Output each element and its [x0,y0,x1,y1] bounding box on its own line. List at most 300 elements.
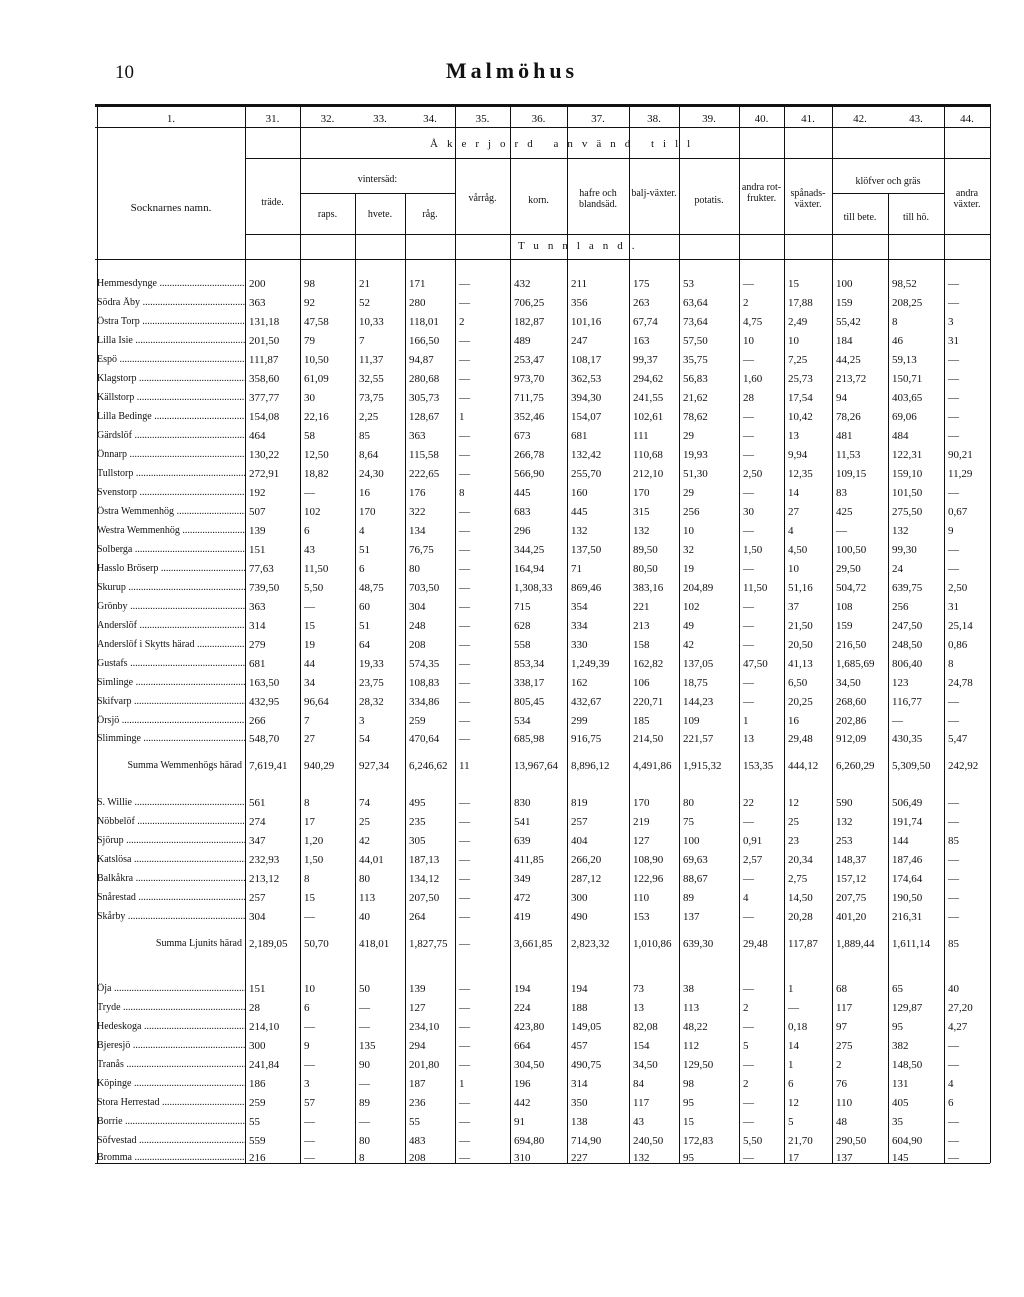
table-cell: 16 [359,487,370,499]
table-cell: — [743,278,754,290]
column-number: 31. [265,113,280,125]
table-row [0,449,1024,468]
table-cell: 259 [409,715,426,727]
table-cell: 145 [892,1152,909,1164]
table-cell: 110,68 [633,449,663,461]
table-cell: 604,90 [892,1135,923,1147]
table-row [0,715,1024,734]
table-cell: 117 [836,1002,853,1014]
table-cell: 483 [409,1135,426,1147]
table-cell: 132 [633,525,650,537]
table-cell: 1,685,69 [836,658,875,670]
table-cell: 445 [571,506,588,518]
table-cell: 101,50 [892,487,923,499]
table-cell: 394,30 [571,392,602,404]
parish-name: Solberga ..... [97,544,245,555]
table-cell: 194 [514,983,531,995]
table-cell: 51 [359,544,370,556]
parish-name: Södra Åby ..... [97,297,245,308]
table-cell: 7,619,41 [249,760,288,772]
rag-header: råg. [422,209,438,220]
table-row [0,278,1024,297]
table-cell: 444,12 [788,760,819,772]
table-cell: 7,25 [788,354,808,366]
table-cell: 18,75 [683,677,708,689]
table-cell: — [459,354,470,366]
table-cell: 110 [633,892,650,904]
table-cell: — [743,411,754,423]
table-cell: 4,50 [788,544,808,556]
table-cell: 334 [571,620,588,632]
table-cell: 184 [836,335,853,347]
table-cell: 322 [409,506,426,518]
table-cell: 280 [409,297,426,309]
table-cell: 694,80 [514,1135,545,1147]
table-cell: 739,50 [249,582,280,594]
table-cell: 706,25 [514,297,545,309]
table-cell: 78,26 [836,411,861,423]
table-cell: 154,08 [249,411,280,423]
table-cell: 664 [514,1040,531,1052]
table-cell: 132,42 [571,449,602,461]
table-cell: 90,21 [948,449,973,461]
table-cell: 132 [571,525,588,537]
table-cell: 106 [633,677,650,689]
table-cell: — [359,1021,370,1033]
table-cell: 89 [359,1097,370,1109]
table-row [0,1002,1024,1021]
table-cell: 1,827,75 [409,938,448,950]
table-cell: 84 [633,1078,644,1090]
table-cell: 80 [359,873,370,885]
table-cell: 208,25 [892,297,923,309]
table-cell: — [459,696,470,708]
table-cell: 264 [409,911,426,923]
table-cell: 163 [633,335,650,347]
table-cell: 27,20 [948,1002,973,1014]
table-cell: — [743,563,754,575]
table-cell: — [743,1152,754,1164]
table-cell: 21 [359,278,370,290]
table-cell: 43 [633,1116,644,1128]
table-cell: — [459,335,470,347]
table-cell: 232,93 [249,854,280,866]
table-row [0,506,1024,525]
table-cell: 47,50 [743,658,768,670]
parish-name: Summa Ljunits härad [155,938,242,949]
table-row [0,411,1024,430]
table-cell: 158 [633,639,650,651]
table-cell: 350 [571,1097,588,1109]
table-cell: 157,12 [836,873,867,885]
table-cell: 247,50 [892,620,923,632]
parish-name: Slimminge ..... [97,733,245,744]
table-cell: 44 [304,658,315,670]
table-cell: 14,50 [788,892,813,904]
table-cell: 714,90 [571,1135,602,1147]
table-cell: 15 [304,892,315,904]
table-cell: 50 [359,983,370,995]
table-cell: 48,22 [683,1021,708,1033]
table-cell: 2,49 [788,316,808,328]
table-cell: 73 [633,983,644,995]
table-cell: 31 [948,601,959,613]
table-cell: 344,25 [514,544,545,556]
table-cell: 9 [304,1040,310,1052]
table-cell: 117 [633,1097,650,1109]
table-row [0,392,1024,411]
table-cell: 85 [359,430,370,442]
table-cell: 149,05 [571,1021,602,1033]
table-cell: 29 [683,487,694,499]
table-cell: 137,50 [571,544,602,556]
parish-name: Tryde ..... [97,1002,245,1013]
table-cell: 19,93 [683,449,708,461]
table-cell: — [948,892,959,904]
table-cell: — [948,297,959,309]
table-cell: — [948,373,959,385]
table-cell: 102 [304,506,321,518]
spanads-header: spånads-växter. [790,188,826,210]
table-cell: 50,70 [304,938,329,950]
table-cell: 111 [633,430,649,442]
table-cell: 853,34 [514,658,545,670]
table-cell: 118,01 [409,316,439,328]
table-cell: 275 [836,1040,853,1052]
table-cell: — [304,911,315,923]
table-cell: 490,75 [571,1059,602,1071]
table-cell: 108,83 [409,677,440,689]
table-cell: 20,28 [788,911,813,923]
table-cell: 80,50 [633,563,658,575]
table-cell: — [743,911,754,923]
parish-name: Hasslo Bröserp ..... [97,563,245,574]
table-cell: 10 [788,335,799,347]
table-cell: 916,75 [571,733,602,745]
table-cell: 305 [409,835,426,847]
table-cell: 12 [788,797,799,809]
table-cell: — [459,1021,470,1033]
table-cell: — [459,715,470,727]
table-cell: 30 [304,392,315,404]
parish-name: Bromma ..... [97,1152,245,1163]
table-cell: 34,50 [633,1059,658,1071]
parish-name: Westra Wemmenhög ..... [97,525,245,536]
table-cell: — [459,297,470,309]
table-cell: 423,80 [514,1021,545,1033]
table-cell: — [948,1040,959,1052]
table-cell: 5 [788,1116,794,1128]
table-cell: — [743,1059,754,1071]
table-cell: 347 [249,835,266,847]
table-cell: 11,50 [304,563,329,575]
table-cell: 202,86 [836,715,867,727]
table-cell: 132 [836,816,853,828]
table-cell: 1 [788,983,794,995]
table-cell: 204,89 [683,582,714,594]
table-cell: 25 [788,816,799,828]
parish-name: Östra Wemmenhög ..... [97,506,245,517]
table-cell: 558 [514,639,531,651]
table-row [0,620,1024,639]
table-cell: 191,74 [892,816,923,828]
table-cell: 95 [892,1021,903,1033]
table-cell: — [743,677,754,689]
table-cell: — [948,873,959,885]
table-cell: 77,63 [249,563,274,575]
table-cell: 548,70 [249,733,280,745]
table-cell: 16 [788,715,799,727]
parish-name: Grönby ..... [97,601,245,612]
column-number: 32. [320,113,335,125]
table-cell: 42 [359,835,370,847]
table-row [0,1021,1024,1040]
table-cell: 13 [743,733,754,745]
table-cell: 54 [359,733,370,745]
table-cell: 129,50 [683,1059,714,1071]
table-cell: — [948,354,959,366]
table-cell: — [459,816,470,828]
table-cell: 561 [249,797,266,809]
table-row [0,733,1024,752]
table-cell: — [948,430,959,442]
table-cell: 6 [359,563,365,575]
table-cell: 382 [892,1040,909,1052]
table-cell: 135 [359,1040,376,1052]
table-cell: 170 [359,506,376,518]
table-cell: 12 [788,1097,799,1109]
table-cell: 973,70 [514,373,545,385]
table-cell: — [459,506,470,518]
table-cell: 940,29 [304,760,335,772]
table-cell: 681 [571,430,588,442]
table-cell: 294 [409,1040,426,1052]
table-cell: 83 [836,487,847,499]
table-cell: 279 [249,639,266,651]
table-cell: 20,34 [788,854,813,866]
table-cell: 403,65 [892,392,923,404]
table-cell: 53 [683,278,694,290]
hvete-header: hvete. [367,209,393,220]
table-cell: 383,16 [633,582,664,594]
table-cell: 280,68 [409,373,440,385]
table-cell: 150,71 [892,373,923,385]
unit-header: Tunnland. [518,240,644,252]
table-cell: 22,16 [304,411,329,423]
table-cell: — [948,715,959,727]
column-number: 42. [853,113,867,125]
table-cell: 266 [249,715,266,727]
table-cell: — [459,563,470,575]
table-cell: 221,57 [683,733,714,745]
table-cell: 192 [249,487,266,499]
table-cell: 29 [683,430,694,442]
table-cell: — [743,487,754,499]
table-cell: 17,88 [788,297,813,309]
table-row [0,854,1024,873]
table-cell: 236 [409,1097,426,1109]
table-cell: 162,82 [633,658,664,670]
table-row [0,983,1024,1002]
table-cell: — [948,1135,959,1147]
table-cell: 201,50 [249,335,280,347]
table-cell: 0,86 [948,639,968,651]
table-cell: 67,74 [633,316,658,328]
table-cell: 100 [836,278,853,290]
table-cell: — [459,1135,470,1147]
table-cell: 52 [359,297,370,309]
parish-name: Skifvarp ..... [97,696,245,707]
table-cell: — [743,449,754,461]
table-cell: 25,73 [788,373,813,385]
table-cell: 241,84 [249,1059,280,1071]
table-cell: 187,46 [892,854,923,866]
table-cell: 65 [892,983,903,995]
table-cell: 29,48 [788,733,813,745]
table-cell: 304 [249,911,266,923]
table-cell: 685,98 [514,733,545,745]
table-cell: 464 [249,430,266,442]
table-cell: 24 [892,563,903,575]
table-cell: 14 [788,487,799,499]
table-cell: 102 [683,601,700,613]
table-cell: 495 [409,797,426,809]
table-row [0,1078,1024,1097]
table-cell: 17 [788,1152,799,1164]
parish-name: Anderslöf ..... [97,620,245,631]
table-cell: 27 [304,733,315,745]
table-cell: 75 [683,816,694,828]
table-cell: 263 [633,297,650,309]
colnum-rule [95,127,990,128]
table-cell: — [459,733,470,745]
table-cell: 234,10 [409,1021,440,1033]
table-row [0,373,1024,392]
table-cell: 57 [304,1097,315,1109]
table-cell: 138 [571,1116,588,1128]
table-cell: — [948,1116,959,1128]
table-cell: 673 [514,430,531,442]
table-cell: 4 [743,892,749,904]
table-cell: 216,31 [892,911,923,923]
column-number: 35. [475,113,490,125]
table-cell: 4 [788,525,794,537]
table-cell: 432 [514,278,531,290]
table-cell: 208 [409,1152,426,1164]
table-cell: 172,83 [683,1135,714,1147]
table-cell: 85 [948,835,959,847]
parish-name: Espö ..... [97,354,245,365]
table-cell: 0,18 [788,1021,808,1033]
table-cell: — [304,601,315,613]
table-cell: 5 [743,1040,749,1052]
parish-name: Stora Herrestad ..... [97,1097,245,1108]
parish-name: Summa Wemmenhögs härad [127,760,242,771]
table-cell: 211 [571,278,588,290]
table-cell: 94,87 [409,354,434,366]
raps-header: raps. [317,209,338,220]
table-cell: — [743,983,754,995]
table-cell: 151 [249,544,266,556]
table-cell: 240,50 [633,1135,664,1147]
table-row [0,835,1024,854]
table-row [0,696,1024,715]
table-row [0,297,1024,316]
table-cell: 290,50 [836,1135,867,1147]
table-cell: 89,50 [633,544,658,556]
table-cell: 47,58 [304,316,329,328]
table-cell: — [459,797,470,809]
table-cell: 29,48 [743,938,768,950]
table-cell: — [304,1021,315,1033]
table-cell: 127 [409,1002,426,1014]
parish-name: Skurup ..... [97,582,245,593]
table-cell: 216,50 [836,639,867,651]
table-cell: 0,91 [743,835,763,847]
table-cell: 442 [514,1097,531,1109]
table-cell: 60 [359,601,370,613]
table-cell: 108,90 [633,854,664,866]
table-cell: — [359,1116,370,1128]
table-cell: 8,896,12 [571,760,610,772]
table-cell: 507 [249,506,266,518]
table-cell: — [459,854,470,866]
table-cell: 69,06 [892,411,917,423]
table-cell: 22 [743,797,754,809]
table-cell: 82,08 [633,1021,658,1033]
table-cell: 5,50 [743,1135,763,1147]
table-cell: 9,94 [788,449,808,461]
table-cell: 186 [249,1078,266,1090]
table-cell: 24,78 [948,677,973,689]
table-cell: 110 [836,1097,853,1109]
column-number: 40. [754,113,769,125]
table-cell: — [948,563,959,575]
table-cell: 96,64 [304,696,329,708]
table-cell: — [304,1135,315,1147]
table-cell: 805,45 [514,696,545,708]
table-cell: 10 [683,525,694,537]
table-cell: 213,72 [836,373,867,385]
table-cell: 55,42 [836,316,861,328]
parish-name: Klagstorp ..... [97,373,245,384]
socknarnes-namn-header: Socknarnes namn. [130,202,212,214]
table-cell: 216 [249,1152,266,1164]
table-cell: 425 [836,506,853,518]
table-cell: 13 [633,1002,644,1014]
table-cell: 8 [948,658,954,670]
table-cell: 78,62 [683,411,708,423]
table-cell: — [359,1002,370,1014]
table-cell: 363 [409,430,426,442]
table-cell: 44,01 [359,854,384,866]
table-cell: 28 [249,1002,260,1014]
table-cell: 266,20 [571,854,602,866]
table-cell: 40 [359,911,370,923]
parish-name: S. Willie ..... [97,797,245,808]
table-cell: 214,10 [249,1021,280,1033]
table-cell: 131 [892,1078,909,1090]
table-cell: 15 [304,620,315,632]
table-cell: 305,73 [409,392,440,404]
table-cell: 404 [571,835,588,847]
table-cell: 38 [683,983,694,995]
table-cell: 200 [249,278,266,290]
table-cell: — [743,354,754,366]
table-cell: 21,50 [788,620,813,632]
andra-vaxter-header: andra växter. [953,188,981,210]
column-number: 41. [801,113,815,125]
